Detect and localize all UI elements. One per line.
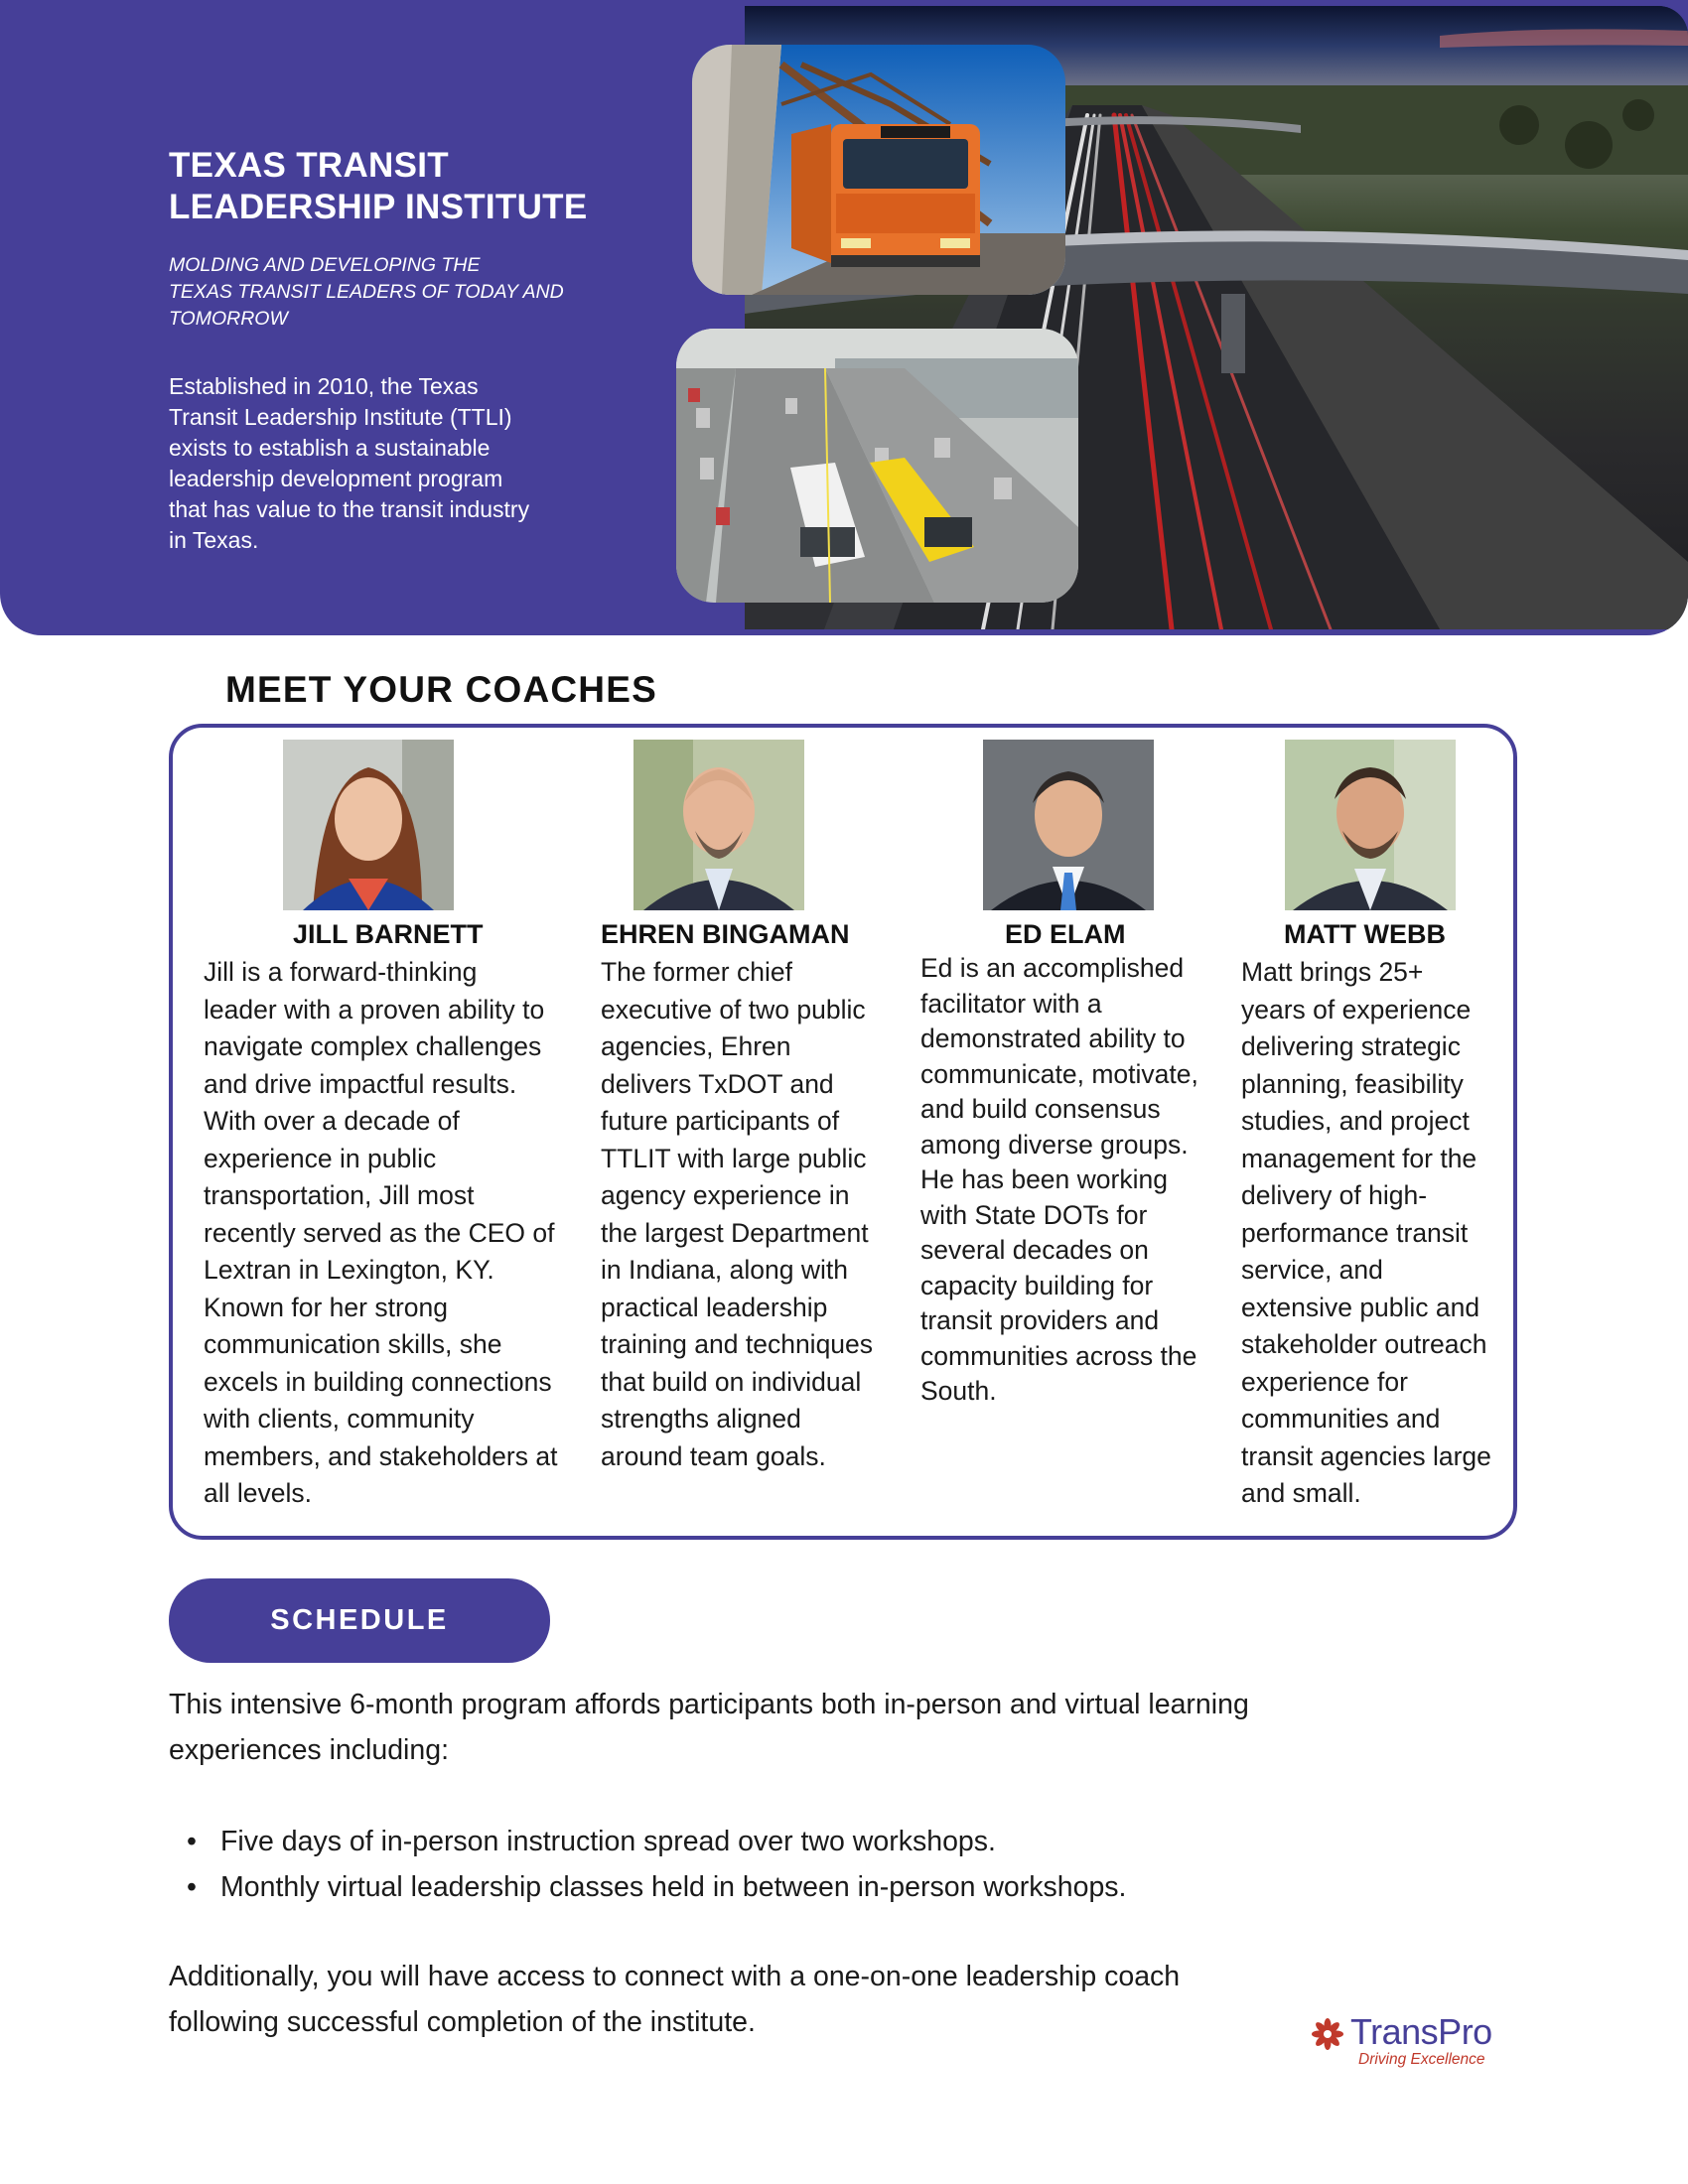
bio-line: stakeholder outreach	[1241, 1329, 1487, 1359]
bio-line: experience for	[1241, 1366, 1408, 1397]
header-banner	[0, 0, 1688, 635]
bio-line: TTLIT with large public	[601, 1143, 867, 1173]
bio-line: The former chief	[601, 957, 792, 987]
title-line: TEXAS TRANSIT	[169, 146, 449, 185]
logo-slogan: Driving Excellence	[1358, 2051, 1485, 2068]
bio-line: performance transit	[1241, 1217, 1469, 1248]
bio-line: capacity building for	[920, 1270, 1154, 1300]
bio-line: delivery of high-	[1241, 1180, 1428, 1210]
bio-line: communities across the	[920, 1340, 1197, 1371]
transpro-logo	[1311, 2011, 1529, 2071]
intro-line: leadership development program	[169, 466, 503, 491]
coach-bio	[601, 954, 899, 1475]
bio-line: Ed is an accomplished	[920, 953, 1185, 983]
bio-line: communication skills, she	[204, 1329, 502, 1359]
bio-line: studies, and project	[1241, 1106, 1470, 1136]
bio-line: extensive public and	[1241, 1292, 1480, 1322]
bio-line: facilitator with a	[920, 988, 1102, 1019]
logo-wordmark: TransPro	[1350, 2011, 1492, 2052]
tagline	[169, 252, 606, 333]
bio-line: With over a decade of	[204, 1106, 460, 1136]
coaches-heading: MEET YOUR COACHES	[225, 669, 657, 710]
schedule-closing	[169, 1954, 1390, 2045]
coach-bio	[920, 951, 1238, 1410]
bio-line: with State DOTs for	[920, 1199, 1148, 1230]
schedule-closing-line: Additionally, you will have access to connect with a one-on-one leadership coach	[169, 1961, 1181, 1992]
bio-line: among diverse groups.	[920, 1129, 1189, 1160]
schedule-intro-line: experiences including:	[169, 1734, 450, 1766]
bio-line: service, and	[1241, 1255, 1383, 1285]
bio-line: that build on individual	[601, 1366, 862, 1397]
bio-line: He has been working	[920, 1164, 1168, 1194]
coach-name: EHREN BINGAMAN	[601, 919, 850, 949]
coach-name: JILL BARNETT	[293, 919, 484, 949]
coach-portrait	[283, 740, 454, 910]
bio-line: management for the	[1241, 1143, 1477, 1173]
bio-line: and small.	[1241, 1478, 1361, 1508]
freeway-buses-photo	[676, 329, 1078, 603]
bio-line: demonstrated ability to	[920, 1024, 1186, 1053]
coach-name: ED ELAM	[1005, 919, 1126, 949]
bio-line: in Indiana, along with	[601, 1255, 848, 1285]
bio-line: practical leadership	[601, 1292, 828, 1322]
intro-line: Transit Leadership Institute (TTLI)	[169, 404, 512, 430]
schedule-closing-line: following successful completion of the institute.	[169, 2006, 756, 2038]
bio-line: several decades on	[920, 1235, 1149, 1265]
bio-line: and build consensus	[920, 1094, 1161, 1124]
bio-line: executive of two public	[601, 994, 866, 1024]
bio-line: Matt brings 25+	[1241, 957, 1424, 987]
intro-paragraph	[169, 371, 606, 556]
tagline-line: MOLDING AND DEVELOPING THE	[169, 254, 481, 276]
bio-line: planning, feasibility	[1241, 1068, 1464, 1099]
bio-line: with clients, community	[204, 1404, 475, 1433]
coach-bio	[1241, 954, 1509, 1513]
bio-line: delivers TxDOT and	[601, 1068, 834, 1099]
bio-line: communicate, motivate,	[920, 1058, 1198, 1089]
bio-line: and drive impactful results.	[204, 1068, 517, 1099]
list-item: • Five days of in-person instruction spread over two workshops.	[169, 1819, 1460, 1864]
bio-line: years of experience	[1241, 994, 1472, 1024]
bio-line: agency experience in	[601, 1180, 850, 1210]
bio-line: excels in building connections	[204, 1366, 552, 1397]
bio-line: the largest Department	[601, 1217, 869, 1248]
bio-line: communities and	[1241, 1404, 1441, 1433]
bio-line: Lextran in Lexington, KY.	[204, 1255, 494, 1285]
bio-line: agencies, Ehren	[601, 1031, 791, 1061]
bio-line: training and techniques	[601, 1329, 874, 1359]
coach-name: MATT WEBB	[1284, 919, 1446, 949]
tagline-line: TEXAS TRANSIT LEADERS OF TODAY AND	[169, 281, 564, 303]
coach-portrait	[1285, 740, 1456, 910]
bio-line: experience in public	[204, 1143, 437, 1173]
title-line: LEADERSHIP INSTITUTE	[169, 188, 588, 226]
bio-line: transit providers and	[920, 1305, 1160, 1335]
coach-portrait	[633, 740, 804, 910]
bio-line: navigate complex challenges	[204, 1031, 542, 1061]
bio-line: strengths aligned	[601, 1404, 801, 1433]
bio-line: around team goals.	[601, 1440, 826, 1471]
bio-line: members, and stakeholders at	[204, 1440, 558, 1471]
bio-line: Known for her strong	[204, 1292, 448, 1322]
bus-on-bridge-photo	[692, 45, 1065, 295]
schedule-intro-line: This intensive 6-month program affords participants both in-person and virtual learning	[169, 1689, 1249, 1720]
coach-portrait	[983, 740, 1154, 910]
tagline-line: TOMORROW	[169, 308, 288, 330]
bio-line: transit agencies large	[1241, 1440, 1491, 1471]
schedule-intro	[169, 1682, 1390, 1773]
bio-line: recently served as the CEO of	[204, 1217, 555, 1248]
bio-line: South.	[920, 1376, 997, 1406]
intro-line: that has value to the transit industry	[169, 496, 530, 522]
intro-line: Established in 2010, the Texas	[169, 373, 479, 399]
starburst-logo-icon	[1311, 2017, 1344, 2051]
bio-line: all levels.	[204, 1478, 312, 1508]
bio-line: future participants of	[601, 1106, 840, 1136]
intro-line: exists to establish a sustainable	[169, 435, 491, 461]
schedule-heading: SCHEDULE	[169, 1578, 550, 1663]
bio-line: Jill is a forward-thinking	[204, 957, 478, 987]
bio-line: transportation, Jill most	[204, 1180, 475, 1210]
bio-line: leader with a proven ability to	[204, 994, 545, 1024]
page-title	[169, 145, 606, 228]
coach-bio	[204, 954, 581, 1513]
bio-line: delivering strategic	[1241, 1031, 1461, 1061]
schedule-bullet-list	[169, 1819, 1460, 1910]
list-item: • Monthly virtual leadership classes held in between in-person workshops.	[169, 1864, 1460, 1910]
intro-line: in Texas.	[169, 527, 259, 553]
